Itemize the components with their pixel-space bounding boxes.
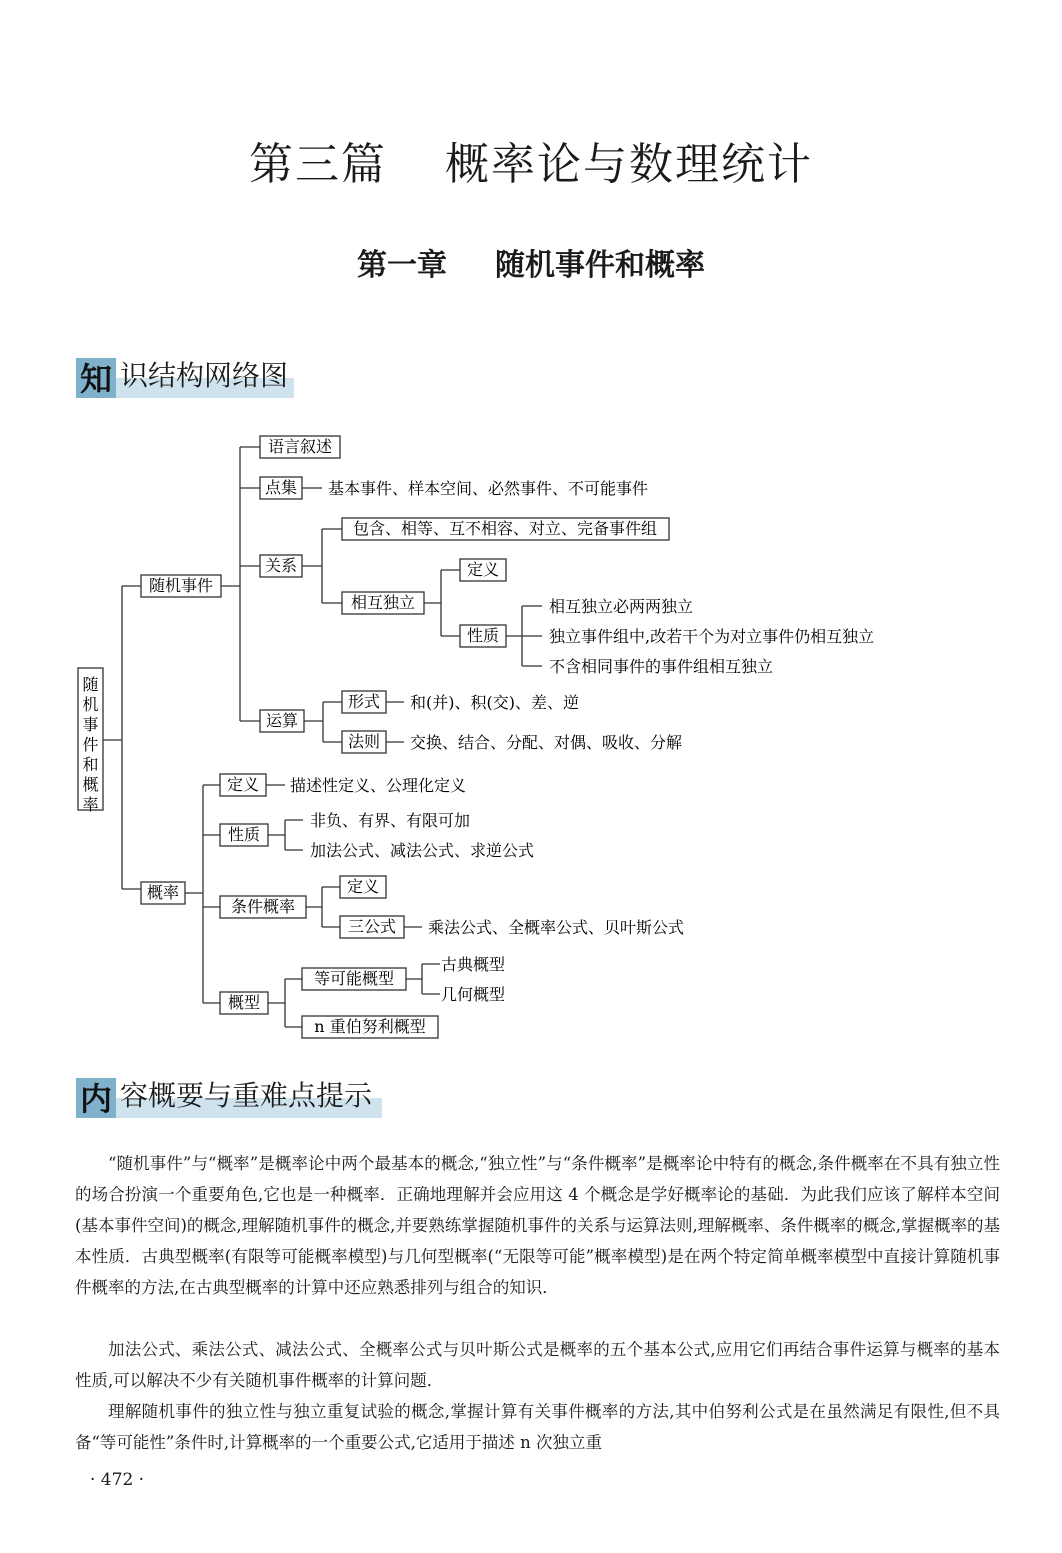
svg-text:语言叙述: 语言叙述	[267, 437, 333, 456]
page-number: · 472 ·	[90, 1470, 145, 1490]
leaf-p-definition: 描述性定义、公理化定义	[290, 776, 467, 795]
svg-text:形式: 形式	[347, 692, 381, 711]
node-root	[78, 668, 103, 814]
root-char: 率	[82, 795, 99, 814]
leaf-prop-2: 独立事件组中,改若干个为对立事件仍相互独立	[549, 627, 875, 646]
node-relation-list	[342, 518, 669, 540]
section-title: 识结构网络图	[120, 359, 289, 392]
node-random-event	[141, 575, 221, 597]
section-heading-summary	[76, 1072, 382, 1118]
node-bernoulli	[302, 1016, 438, 1038]
svg-text:定义: 定义	[466, 560, 500, 579]
root-char: 和	[82, 755, 99, 774]
leaf-point-set: 基本事件、样本空间、必然事件、不可能事件	[328, 479, 649, 498]
leaf-prop-3: 不含相同事件的事件组相互独立	[549, 657, 774, 676]
node-probability	[141, 882, 185, 904]
leaf-p-property-1: 非负、有界、有限可加	[310, 811, 471, 830]
node-point-set	[260, 477, 302, 499]
node-operation	[260, 710, 304, 732]
node-c-definition	[340, 876, 386, 898]
node-relation	[260, 555, 302, 577]
node-indep-definition	[460, 559, 506, 581]
node-mutual-independence	[342, 592, 424, 614]
chapter-name: 随机事件和概率	[495, 248, 705, 283]
svg-text:随机事件: 随机事件	[148, 576, 214, 595]
root-char: 概	[82, 775, 99, 794]
svg-text:概率: 概率	[146, 883, 180, 902]
section-cap: 知	[76, 358, 116, 398]
svg-text:n 重伯努利概型: n 重伯努利概型	[314, 1017, 426, 1036]
svg-text:概型: 概型	[227, 993, 261, 1012]
svg-text:定义: 定义	[226, 775, 260, 794]
leaf-prop-1: 相互独立必两两独立	[549, 597, 694, 616]
root-char: 随	[82, 675, 99, 694]
leaf-law: 交换、结合、分配、对偶、吸收、分解	[410, 733, 683, 752]
svg-text:性质: 性质	[466, 626, 500, 645]
svg-text:运算: 运算	[265, 711, 299, 730]
node-equal-possible	[302, 968, 406, 990]
svg-text:相互独立: 相互独立	[350, 593, 416, 612]
node-conditional	[220, 896, 306, 918]
leaf-form: 和(并)、积(交)、差、逆	[410, 693, 579, 712]
svg-text:点集: 点集	[264, 478, 298, 497]
node-law	[342, 731, 386, 753]
part-label: 第三篇	[249, 139, 387, 190]
svg-text:包含、相等、互不相容、对立、完备事件组: 包含、相等、互不相容、对立、完备事件组	[352, 519, 658, 538]
section-cap: 内	[76, 1078, 116, 1118]
paragraph-3: 理解随机事件的独立性与独立重复试验的概念,掌握计算有关事件概率的方法,其中伯努利公式是在虽然满足有限性,但不具备“等可能性”条件时,计算概率的一个重要公式,它适用于描述 n 次独立重	[75, 1402, 1000, 1452]
node-form	[342, 691, 386, 713]
svg-text:性质: 性质	[227, 825, 261, 844]
leaf-classical: 古典概型	[441, 955, 506, 974]
node-language	[260, 436, 340, 458]
node-p-definition	[220, 774, 266, 796]
root-char: 事	[82, 715, 99, 734]
node-model	[220, 992, 268, 1014]
root-char: 件	[82, 735, 99, 754]
svg-text:等可能概型: 等可能概型	[313, 969, 395, 988]
node-indep-property	[460, 625, 506, 647]
section-title: 容概要与重难点提示	[120, 1079, 373, 1112]
node-p-property	[220, 824, 268, 846]
paragraph-2: 加法公式、乘法公式、减法公式、全概率公式与贝叶斯公式是概率的五个基本公式,应用它们再结合事件运算与概率的基本性质,可以解决不少有关随机事件概率的计算问题．	[75, 1340, 1000, 1390]
chapter-label: 第一章	[357, 248, 447, 283]
part-name: 概率论与数理统计	[445, 139, 813, 190]
paragraph-1: “随机事件”与“概率”是概率论中两个最基本的概念,“独立性”与“条件概率”是概率论中特有的概念,条件概率在不具有独立性的场合扮演一个重要角色,它也是一种概率．正确地理解并会应用这 4 个概念是学好概率论的基础．为此我们应该了解样本空间(基本事件空间)的概念,理解随机事件的概念,并要熟练掌握随机事件的关系与运算法则,理解概率、条件概率的概念,掌握概率的基本性质．古典型概率(有限等可能概率模型)与几何型概率(“无限等可能”概率模型)是在两个特定简单概率模型中直接计算随机事件概率的方法,在古典型概率的计算中还应熟悉排列与组合的知识．	[75, 1154, 1000, 1297]
svg-text:三公式: 三公式	[347, 917, 397, 936]
root-label	[82, 675, 98, 814]
root-char: 机	[82, 695, 99, 714]
svg-text:定义: 定义	[346, 877, 380, 896]
svg-text:法则: 法则	[347, 732, 381, 751]
leaf-p-property-2: 加法公式、减法公式、求逆公式	[310, 841, 535, 860]
node-three-formulas	[340, 916, 404, 938]
leaf-geometric: 几何概型	[441, 985, 506, 1004]
svg-text:关系: 关系	[264, 556, 298, 575]
svg-text:条件概率: 条件概率	[230, 897, 296, 916]
leaf-three-formulas: 乘法公式、全概率公式、贝叶斯公式	[428, 918, 685, 937]
